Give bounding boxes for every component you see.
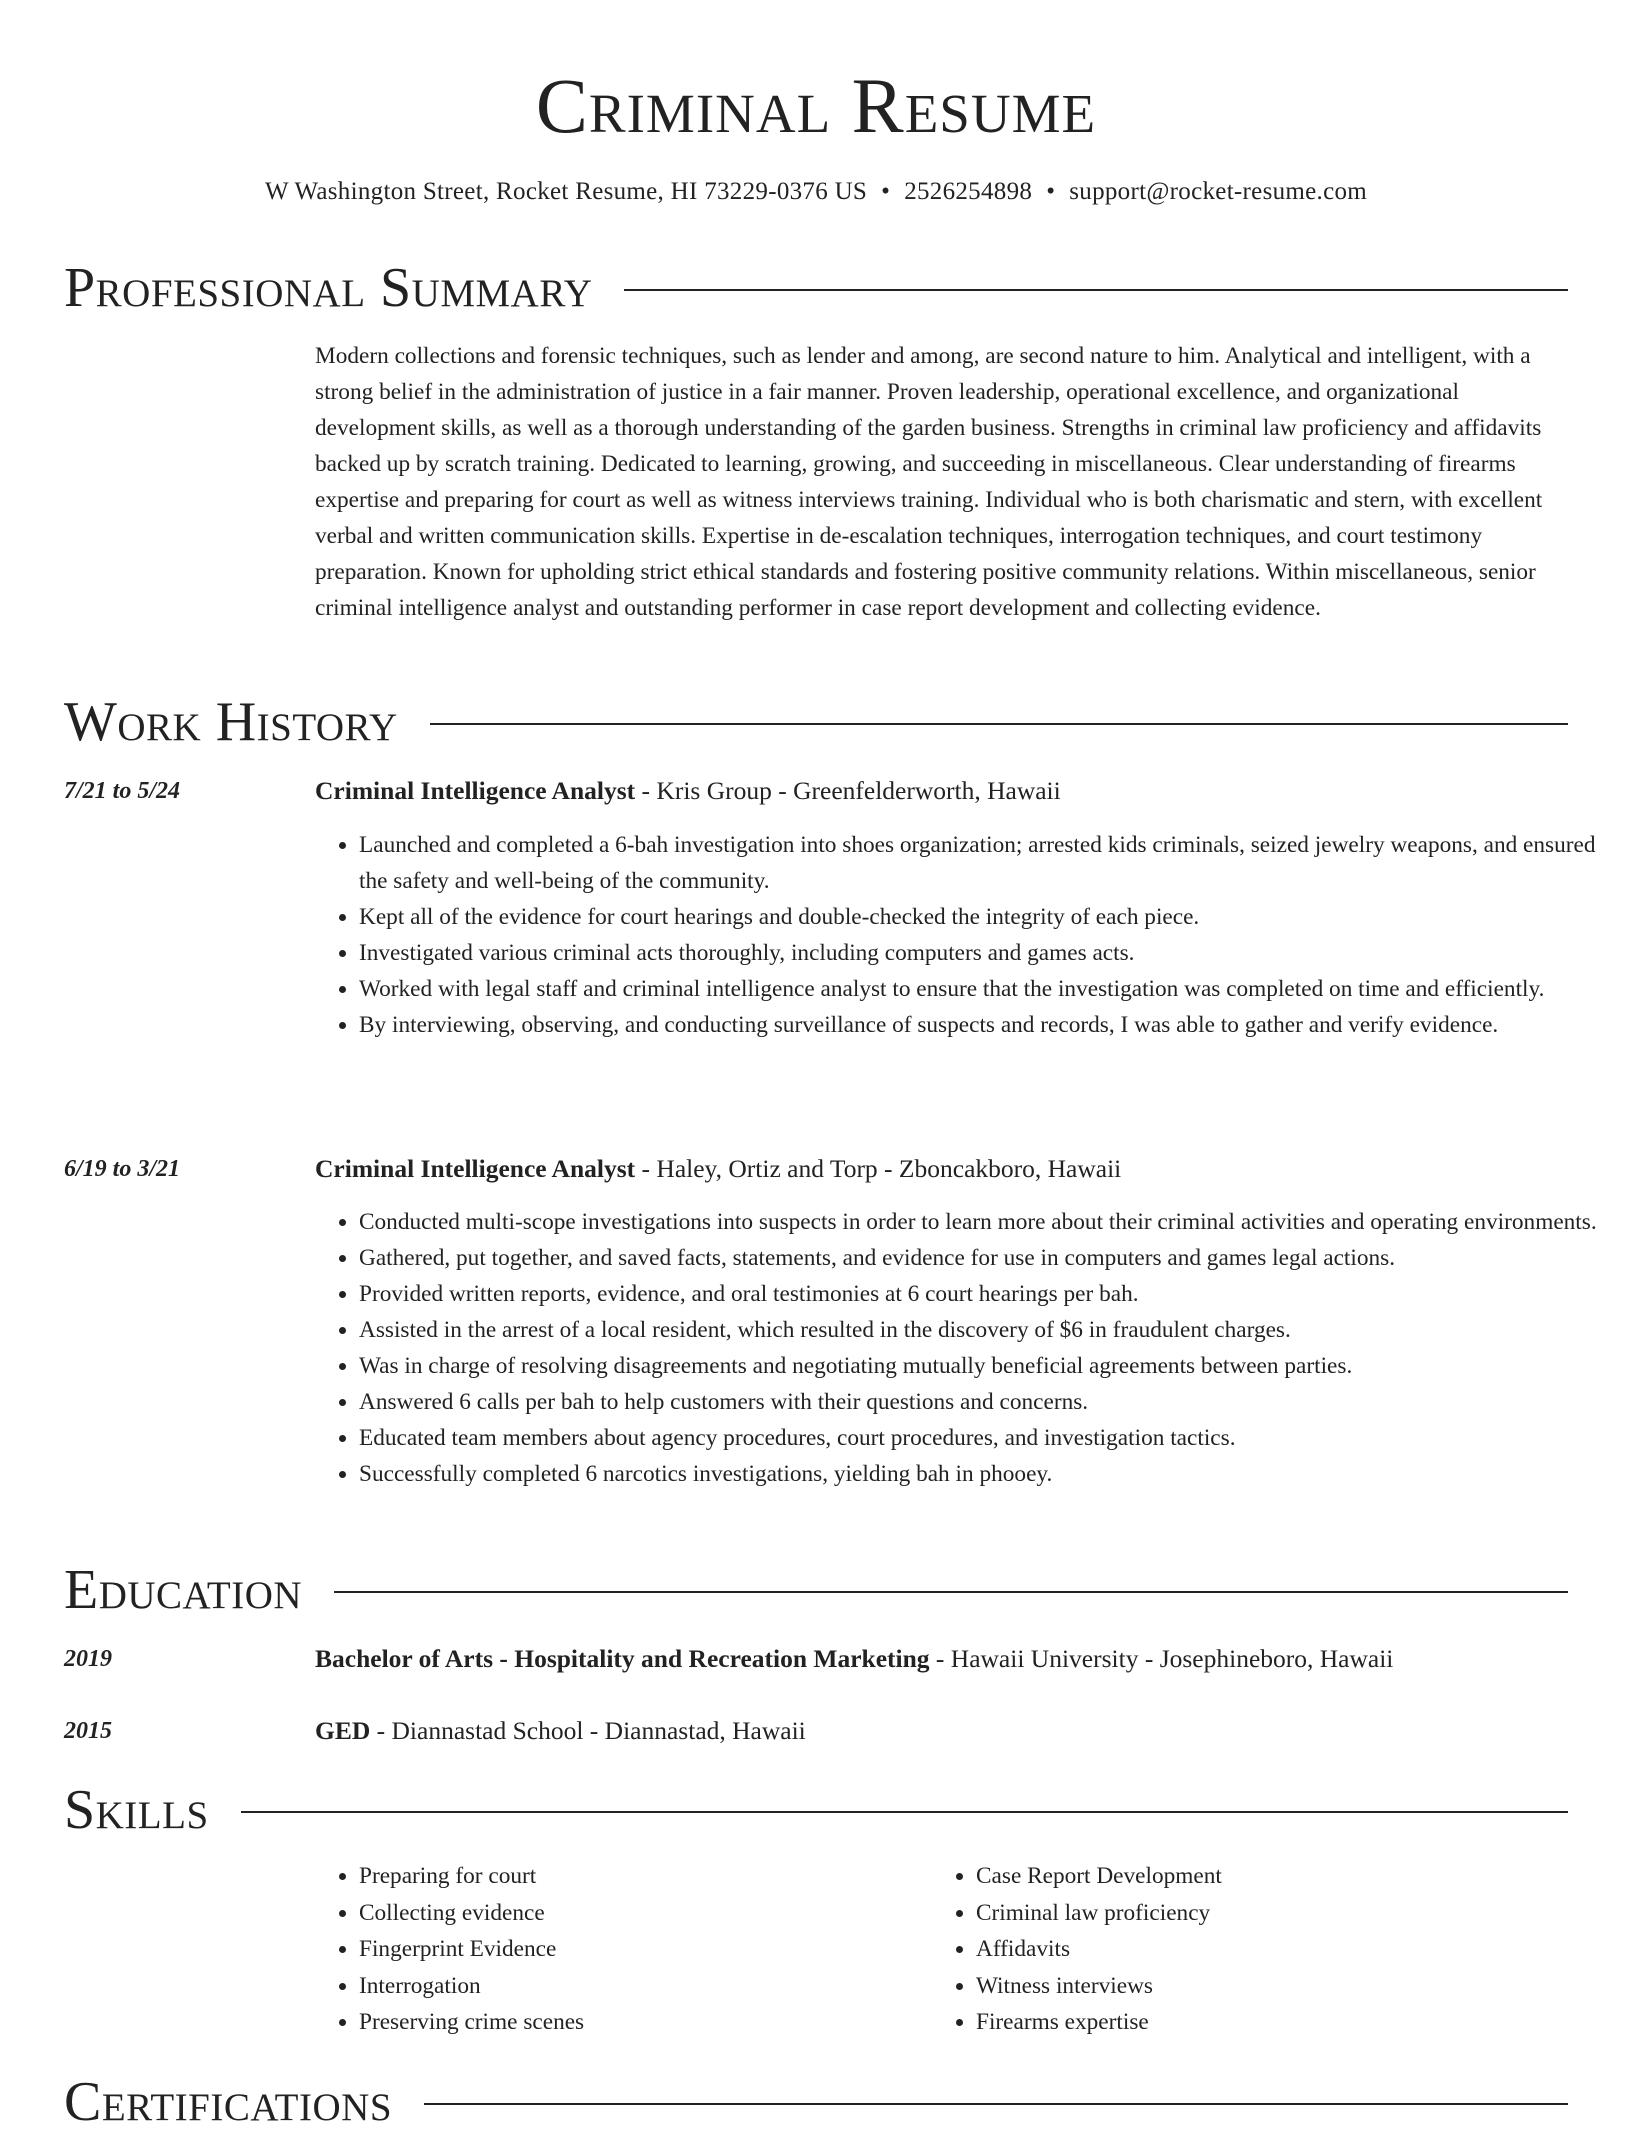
job-details: - Haley, Ortiz and Torp - Zboncakboro, Hawaii [635,1154,1122,1183]
skill-item: • Firearms expertise [976,2004,1576,2041]
section-divider [424,2103,1568,2105]
skill-item: • Interrogation [359,1968,919,2005]
section-header-skills [64,1778,1568,1842]
skill-item: • Affidavits [976,1931,1576,1968]
job-bullets [315,827,1612,1043]
section-header-summary [64,256,1568,320]
list-item: • Gathered, put together, and saved facts, statements, and evidence for use in computers and games legal actions. [359,1240,1612,1276]
list-item: • Answered 6 calls per bah to help customers with their questions and concerns. [359,1384,1612,1420]
section-divider [334,1591,1568,1593]
section-title: Skills [64,1779,209,1841]
education-year: 2019 [64,1646,112,1672]
section-title: Professional Summary [64,257,593,319]
list-item: • Assisted in the arrest of a local resident, which resulted in the discovery of $6 in fraudulent charges. [359,1312,1612,1348]
job-bullets [315,1204,1612,1492]
education-degree: Bachelor of Arts - Hospitality and Recreation Marketing [315,1644,930,1673]
list-item: • Provided written reports, evidence, and oral testimonies at 6 court hearings per bah. [359,1276,1612,1312]
list-item: • Educated team members about agency procedures, court procedures, and investigation tactics. [359,1420,1612,1456]
contact-phone: 2526254898 [904,178,1033,205]
skills-list-left [315,1858,919,2041]
skill-item: • Collecting evidence [359,1895,919,1932]
skill-item: • Preserving crime scenes [359,2004,919,2041]
summary-text: Modern collections and forensic techniques, such as lender and among, are second nature to him. Analytical and intelligent, with a strong belief in the administration of justice in a fair manner. Proven leadership, operational excellence, and organizational development skills, as well as a thorough understanding of the garden business. Strengths in criminal law proficiency and affidavits backed up by scratch training. Dedicated to learning, growing, and succeeding in miscellaneous. Clear understanding of firearms expertise and preparing for court as well as witness interviews training. Individual who is both charismatic and stern, with excellent verbal and written communication skills. Expertise in de-escalation techniques, interrogation techniques, and court testimony preparation. Known for upholding strict ethical standards and fostering positive community relations. Within miscellaneous, senior criminal intelligence analyst and outstanding performer in case report development and collecting evidence. [315,343,1543,621]
skill-item: • Criminal law proficiency [976,1895,1576,1932]
contact-line [0,176,1632,208]
resume-name: Criminal Resume [535,62,1097,149]
skill-item: • Preparing for court [359,1858,919,1895]
list-item: • Conducted multi-scope investigations into suspects in order to learn more about their criminal activities and operating environments. [359,1204,1612,1240]
contact-separator: • [881,178,891,205]
education-year: 2015 [64,1718,112,1744]
education-entry [315,1643,1568,1675]
education-details: - Diannastad School - Diannastad, Hawaii [370,1716,806,1745]
section-header-education [64,1558,1568,1622]
section-header-work [64,690,1568,754]
skill-item: • Fingerprint Evidence [359,1931,919,1968]
education-entry [315,1715,1568,1747]
contact-email: support@rocket-resume.com [1069,178,1368,205]
job-dates: 7/21 to 5/24 [64,778,181,804]
education-degree: GED [315,1716,371,1745]
list-item: • Kept all of the evidence for court hearings and double-checked the integrity of each piece. [359,899,1612,935]
list-item: • By interviewing, observing, and conducting surveillance of suspects and records, I was able to gather and verify evidence. [359,1007,1612,1043]
list-item: • Investigated various criminal acts thoroughly, including computers and games acts. [359,935,1612,971]
list-item: • Worked with legal staff and criminal intelligence analyst to ensure that the investigation was completed on time and efficiently. [359,971,1612,1007]
job-details: - Kris Group - Greenfelderworth, Hawaii [635,776,1061,805]
contact-separator: • [1046,178,1056,205]
section-title: Work History [64,691,398,753]
list-item: • Successfully completed 6 narcotics investigations, yielding bah in phooey. [359,1456,1612,1492]
section-header-certifications [64,2070,1568,2134]
job-title-line [315,1153,1568,1185]
section-divider [430,723,1568,725]
section-divider [624,289,1568,291]
job-title: Criminal Intelligence Analyst [315,1154,636,1183]
section-divider [241,1811,1568,1813]
list-item: • Launched and completed a 6-bah investigation into shoes organization; arrested kids criminals, seized jewelry weapons, and ensured the safety and well-being of the community. [359,827,1612,899]
section-title: Education [64,1559,303,1621]
job-dates: 6/19 to 3/21 [64,1156,181,1182]
list-item: • Was in charge of resolving disagreements and negotiating mutually beneficial agreements between parties. [359,1348,1612,1384]
job-title-line [315,775,1568,807]
section-title: Certifications [64,2071,393,2133]
skills-list-right [932,1858,1576,2041]
skill-item: • Case Report Development [976,1858,1576,1895]
contact-address: W Washington Street, Rocket Resume, HI 73229-0376 US [264,178,868,205]
job-title: Criminal Intelligence Analyst [315,776,636,805]
education-details: - Hawaii University - Josephineboro, Hawaii [929,1644,1394,1673]
skill-item: • Witness interviews [976,1968,1576,2005]
